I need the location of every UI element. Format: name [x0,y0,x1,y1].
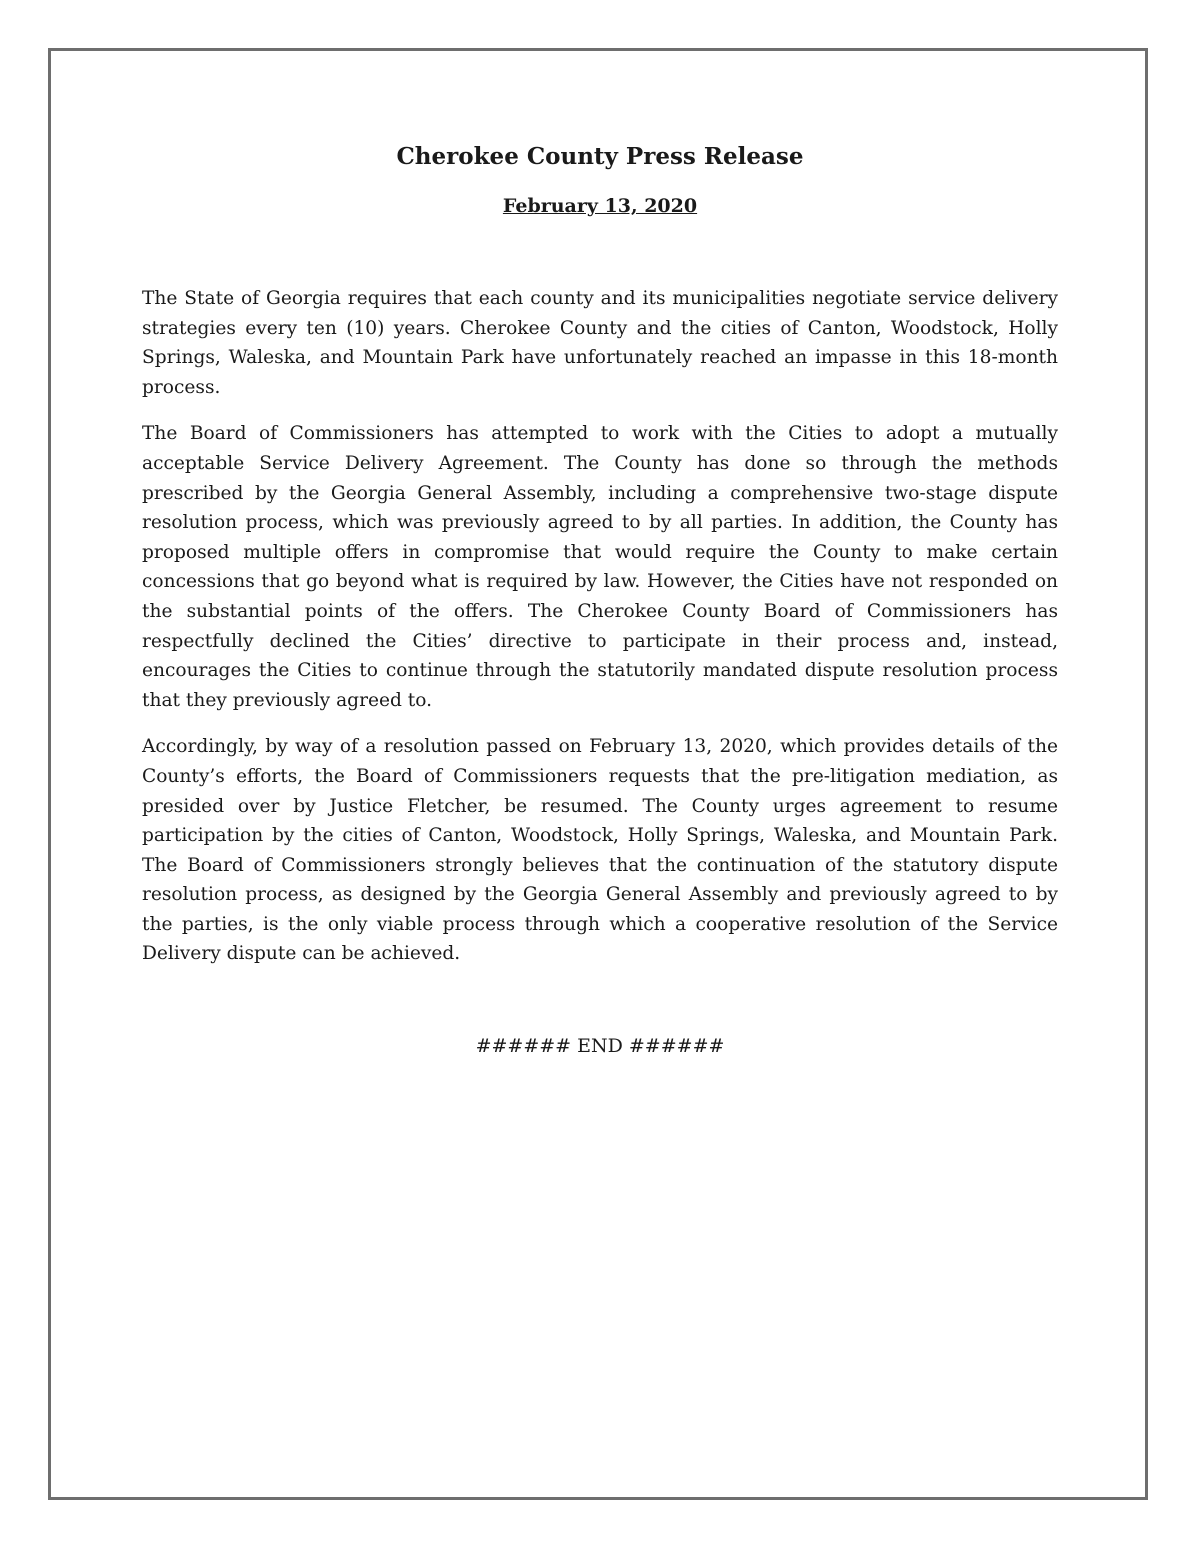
end-marker: ###### END ###### [475,1035,725,1057]
paragraph-2: The Board of Commissioners has attempted to work with the Cities to adopt a mutually acceptable Service Delivery Agreement. The County has done so through the methods prescribed by the Georgia General Assembly, including a comprehensive two-stage dispute resolution process, which was previously agreed to by all parties. In addition, the County has proposed multiple offers in compromise that would require the County to make certain concessions that go beyond what is required by law. However, the Cities have not responded on the substantial points of the offers. The Cherokee County Board of Commissioners has respectfully declined the Cities’ directive to participate in their process and, instead, encourages the Cities to continue through the statutorily mandated dispute resolution process that they previously agreed to. [142,423,1058,711]
release-date: February 13, 2020 [502,195,698,217]
press-release-title: Cherokee County Press Release [396,143,804,170]
press-release-body [142,284,1058,986]
paragraph-1: The State of Georgia requires that each county and its municipalities negotiate service delivery strategies every ten (10) years. Cherokee County and the cities of Canton, Woodstock, Holly Springs, Waleska, and Mountain Park have unfortunately reached an impasse in this 18-month process. [142,288,1058,398]
paragraph-3: Accordingly, by way of a resolution passed on February 13, 2020, which provides details of the County’s efforts, the Board of Commissioners requests that the pre-litigation mediation, as presided over by Justice Fletcher, be resumed. The County urges agreement to resume participation by the cities of Canton, Woodstock, Holly Springs, Waleska, and Mountain Park. The Board of Commissioners strongly believes that the continuation of the statutory dispute resolution process, as designed by the Georgia General Assembly and previously agreed to by the parties, is the only viable process through which a cooperative resolution of the Service Delivery dispute can be achieved. [142,736,1058,965]
